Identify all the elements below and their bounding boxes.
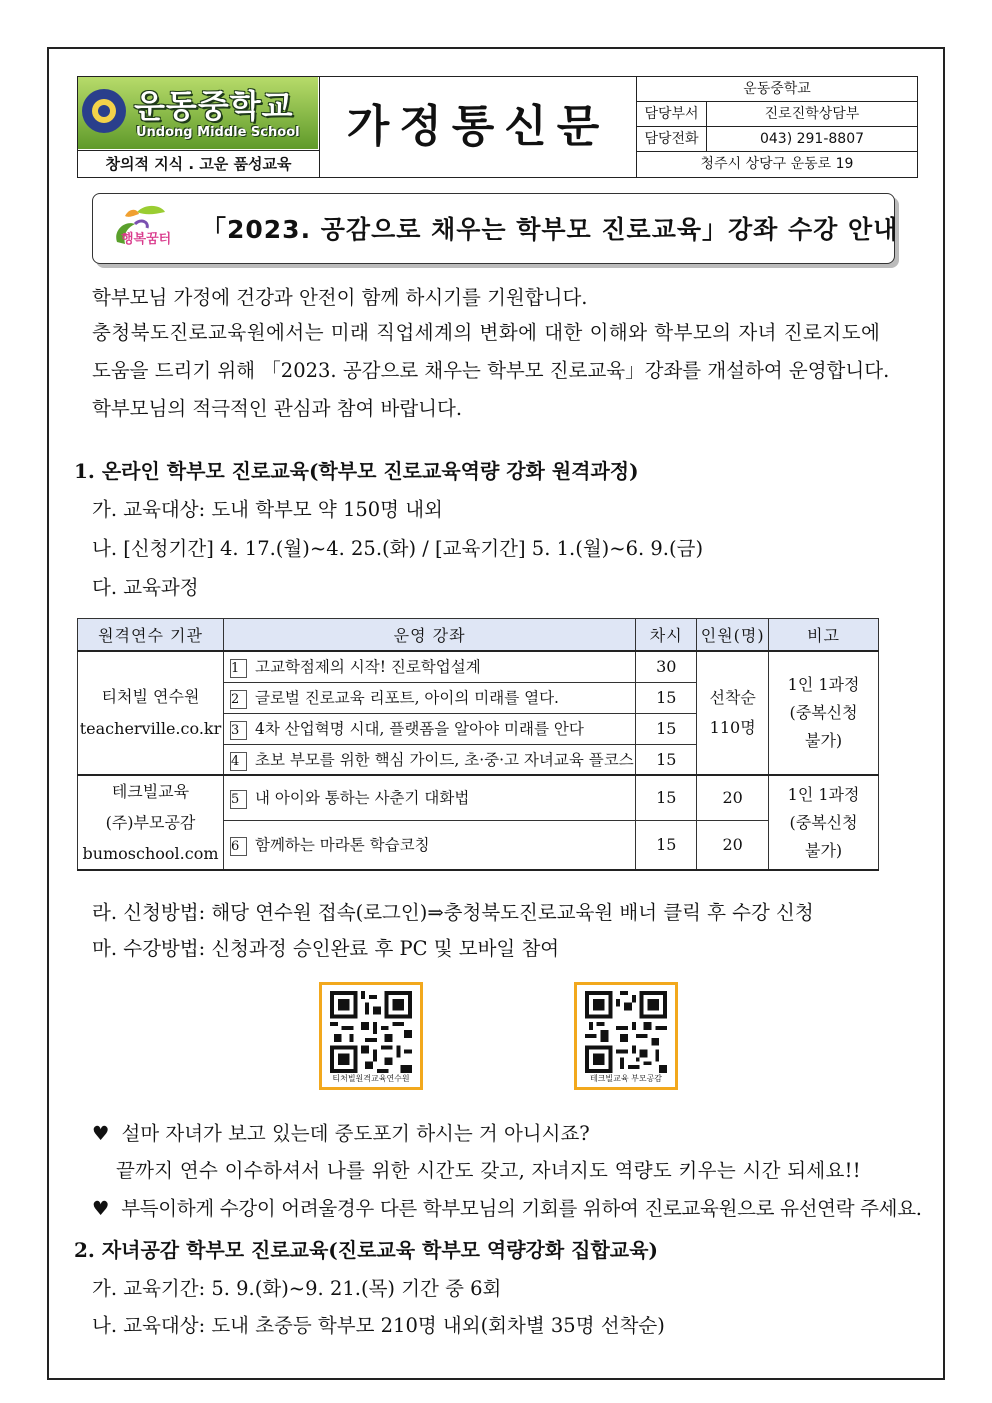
section-1-item-d: 라. 신청방법: 해당 연수원 접속(로그인)⇒충청북도진로교육원 배너 클릭 후 수강 신청 xyxy=(92,901,814,924)
qr-code-icon xyxy=(585,991,667,1073)
course-number: 4 xyxy=(230,752,247,771)
happy-dream-logo xyxy=(107,202,183,254)
people-cell xyxy=(697,651,769,775)
col-header-sessions: 차시 xyxy=(636,619,697,652)
course-cell xyxy=(223,820,635,870)
logo-text: 운동중학교 xyxy=(134,87,294,125)
note-2-text: 부득이하게 수강이 어려울경우 다른 학부모님의 기회를 위하여 진로교육원으로 유선연락 주세요. xyxy=(121,1197,922,1220)
course-title: 내 아이와 통하는 사춘기 대화법 xyxy=(254,789,470,808)
section-1-item-c: 다. 교육과정 xyxy=(92,576,199,599)
col-header-course: 운영 강좌 xyxy=(223,619,635,652)
school-name: 운동중학교 xyxy=(637,77,917,102)
note-line: (중복신청 xyxy=(789,812,858,832)
qr-code-icon xyxy=(330,991,412,1073)
phone-value: 043) 291-8807 xyxy=(759,131,865,147)
page-title: 가정통신문 xyxy=(320,77,637,177)
banner-title: 「2023. 공감으로 채우는 학부모 진로교육」강좌 수강 안내 xyxy=(201,215,899,244)
note-line: 불가) xyxy=(804,840,843,860)
sessions-cell: 15 xyxy=(636,744,697,775)
course-title: 고교학점제의 시작! 진로학업설계 xyxy=(254,658,481,677)
school-slogan: 창의적 지식 . 고운 품성교육 xyxy=(78,151,320,177)
section-1-item-a: 가. 교육대상: 도내 학부모 약 150명 내외 xyxy=(92,498,443,521)
title-banner xyxy=(92,193,899,264)
course-title: 4차 산업혁명 시대, 플랫폼을 알아야 미래를 안다 xyxy=(254,720,584,738)
col-header-institution: 원격연수 기관 xyxy=(78,619,224,652)
sessions-cell: 15 xyxy=(636,820,697,870)
qr-code-teacherville[interactable] xyxy=(319,982,423,1090)
section-1-item-e: 마. 수강방법: 신청과정 승인완료 후 PC 및 모바일 참여 xyxy=(92,937,560,960)
sessions-cell: 30 xyxy=(636,651,697,682)
institution-cell xyxy=(78,775,224,870)
institution-cell xyxy=(78,651,224,775)
note-line: 1인 1과정 xyxy=(787,784,860,804)
course-cell xyxy=(223,651,635,682)
table-row xyxy=(78,651,879,682)
course-number: 2 xyxy=(230,690,247,709)
intro-line-2: 충청북도진로교육원에서는 미래 직업세계의 변화에 대한 이해와 학부모의 자녀 진로지도에 xyxy=(92,321,881,344)
sessions-cell: 15 xyxy=(636,775,697,820)
section-1-item-b: 나. [신청기간] 4. 17.(월)~4. 25.(화) / [교육기간] 5. 1.(월)~6. 9.(금) xyxy=(92,537,704,560)
qr-caption: 티처빌원격교육연수원 xyxy=(332,1074,410,1083)
course-title: 글로벌 진로교육 리포트, 아이의 미래를 열다. xyxy=(254,689,559,707)
col-header-note: 비고 xyxy=(769,619,879,652)
table-row xyxy=(78,775,879,820)
course-number: 6 xyxy=(230,837,247,856)
intro-line-4: 학부모님의 적극적인 관심과 참여 바랍니다. xyxy=(92,397,463,420)
note-line: (중복신청 xyxy=(789,703,858,722)
happy-dream-text: 행복꿈터 xyxy=(121,232,172,247)
course-title: 초보 부모를 위한 핵심 가이드, 초·중·고 자녀교육 플코스 xyxy=(254,750,634,769)
course-cell xyxy=(223,775,635,820)
course-title: 함께하는 마라톤 학습코칭 xyxy=(254,836,430,855)
dept-value: 진로진학상담부 xyxy=(764,106,860,122)
sessions-cell: 15 xyxy=(636,713,697,744)
section-2-item-a: 가. 교육기간: 5. 9.(화)~9. 21.(목) 기간 중 6회 xyxy=(92,1277,502,1300)
intro-line-1: 학부모님 가정에 건강과 안전이 함께 하시기를 기원합니다. xyxy=(92,286,588,309)
logo-subtext: Undong Middle School xyxy=(136,125,300,140)
note-cell xyxy=(769,775,879,870)
course-number: 3 xyxy=(230,721,247,740)
institution-subname: (주)부모공감 xyxy=(105,813,196,832)
note-1-continued: 끝까지 연수 이수하셔서 나를 위한 시간도 갖고, 자녀지도 역량도 키우는 시간 되세요!! xyxy=(116,1159,861,1182)
note-cell xyxy=(769,651,879,775)
table-header-row xyxy=(78,619,879,652)
heart-icon: ♥ xyxy=(92,1197,110,1220)
people-text: 선착순 xyxy=(709,688,756,707)
col-header-people: 인원(명) xyxy=(697,619,769,652)
letter-header xyxy=(77,76,918,178)
institution-name: 테크빌교육 xyxy=(111,782,190,801)
people-cell: 20 xyxy=(697,820,769,870)
address: 청주시 상당구 운동로 19 xyxy=(700,156,854,172)
section-2-item-b: 나. 교육대상: 도내 초중등 학부모 210명 내외(회차별 35명 선착순) xyxy=(92,1314,665,1337)
section-1-title: 1. 온라인 학부모 진로교육(학부모 진로교육역량 강화 원격과정) xyxy=(74,459,639,483)
phone-row xyxy=(637,127,917,152)
course-cell xyxy=(223,744,635,775)
institution-url: teacherville.co.kr xyxy=(79,719,222,738)
heart-icon: ♥ xyxy=(92,1122,110,1145)
institution-url: bumoschool.com xyxy=(82,844,219,863)
course-number: 1 xyxy=(230,659,247,678)
dept-row xyxy=(637,102,917,127)
institution-name: 티처빌 연수원 xyxy=(101,687,200,706)
people-count: 110명 xyxy=(709,718,756,737)
note-2 xyxy=(92,1193,922,1221)
school-logo xyxy=(78,77,320,151)
intro-line-3: 도움을 드리기 위해 「2023. 공감으로 채우는 학부모 진로교육」강좌를 개설하여 운영합니다. xyxy=(92,359,890,382)
course-cell xyxy=(223,682,635,713)
sessions-cell: 15 xyxy=(636,682,697,713)
people-cell: 20 xyxy=(697,775,769,820)
qr-code-bumoschool[interactable] xyxy=(574,982,678,1090)
note-line: 불가) xyxy=(804,731,843,750)
note-1-text: 설마 자녀가 보고 있는데 중도포기 하시는 거 아니시죠? xyxy=(121,1122,590,1145)
course-table xyxy=(77,618,879,871)
phone-label: 담당전화 xyxy=(637,127,707,151)
section-2-title: 2. 자녀공감 학부모 진로교육(진로교육 학부모 역량강화 집합교육) xyxy=(74,1238,658,1262)
school-info xyxy=(637,77,917,177)
course-number: 5 xyxy=(230,790,247,809)
dept-label: 담당부서 xyxy=(637,102,707,126)
course-cell xyxy=(223,713,635,744)
qr-caption: 테크빌교육 부모공감 xyxy=(589,1074,663,1083)
note-1 xyxy=(92,1118,590,1146)
note-line: 1인 1과정 xyxy=(787,675,860,694)
